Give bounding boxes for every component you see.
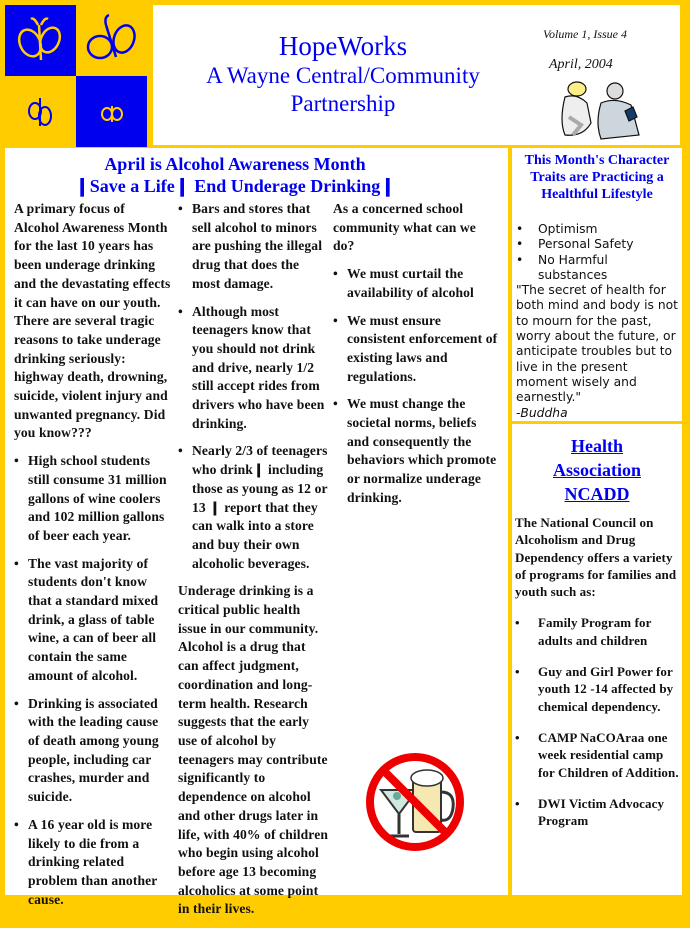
program-item: • Family Program for adults and children: [515, 614, 679, 649]
butterfly-icon: [76, 5, 147, 76]
fact-item: • High school students still consume 31 million gallons of wine coolers and 102 million gallons of beer each year.: [14, 452, 172, 546]
fact-item: • Drinking is associated with the leading cause of death among young people, including car crashes, murder and suicide.: [14, 695, 172, 807]
newsletter-title: HopeWorks: [278, 31, 408, 61]
ncadd-title-line: Association: [552, 460, 641, 480]
ncadd-intro: The National Council on Alcoholism and Drug Dependency offers a variety of programs for families and youth such as:: [515, 515, 677, 600]
quote-author: -Buddha: [516, 405, 568, 420]
fact-item: • A 16 year old is more likely to die from a drinking related problem than another cause.: [14, 816, 172, 910]
two-people-clipart: [555, 77, 645, 148]
article-question: As a concerned school community what can we do?: [333, 201, 476, 254]
trait-item: • Optimism: [516, 222, 598, 236]
no-alcohol-sign-icon: [363, 750, 467, 859]
action-item: • We must change the societal norms, beliefs and consequently the behaviors which promote or normalize underage drinking.: [333, 395, 498, 507]
trait-item: • No Harmful substances: [516, 253, 680, 284]
fact-item: • Nearly 2/3 of teenagers who drink❙ including those as young as 12 or 13 ❙ report that they can walk into a store and buy their own alcoholic beverages.: [178, 442, 328, 573]
trait-label: Optimism: [538, 222, 598, 236]
traits-list: [516, 222, 680, 421]
logo-butterflies: [5, 5, 151, 147]
ncadd-title-line: NCADD: [564, 484, 630, 504]
character-traits-box: [512, 148, 682, 421]
ncadd-title: [512, 434, 682, 506]
butterfly-icon: [5, 5, 76, 76]
ncadd-content: [515, 514, 679, 843]
traits-title: This Month's Character Traits are Practicing a Healthful Lifestyle: [524, 153, 670, 202]
fact-item: • The vast majority of students don't know that a standard mixed drink, a glass of table wine, a can of beer all contain the same amount of alcohol.: [14, 555, 172, 686]
volume-issue: Volume 1, Issue 4: [543, 27, 627, 41]
article-subtitle: ❙Save a Life❙ End Underage Drinking❙: [74, 176, 396, 196]
action-item: • We must curtail the availability of alcohol: [333, 265, 498, 302]
butterfly-icon: [5, 76, 76, 147]
ncadd-box: [512, 424, 682, 895]
ncadd-title-line: Health: [571, 436, 623, 456]
main-article: [5, 148, 508, 917]
program-item: • Guy and Girl Power for youth 12 -14 affected by chemical dependency.: [515, 663, 679, 715]
program-item: • CAMP NaCOAraa one week residential camp for Children of Addition.: [515, 729, 679, 781]
trait-item: • Personal Safety: [516, 237, 634, 252]
article-title: April is Alcohol Awareness Month: [104, 154, 366, 174]
article-column-2: [178, 200, 328, 928]
program-item: • DWI Victim Advocacy Program: [515, 795, 679, 830]
trait-label: Personal Safety: [538, 237, 634, 252]
newsletter-subtitle: A Wayne Central/Community: [206, 63, 480, 88]
fact-item: • Bars and stores that sell alcohol to minors are pushing the illegal drug that does the most damage.: [178, 200, 328, 294]
quote: "The secret of health for both mind and body is not to mourn for the past, worry about the future, or anticipate troubles but to live in the present moment wisely and earnestly.": [516, 283, 678, 405]
fact-item: • Although most teenagers know that you should not drink and drive, nearly 1/2 still accept rides from drivers who have been drinking.: [178, 303, 328, 434]
newsletter-subtitle-2: Partnership: [290, 91, 396, 116]
masthead: [153, 5, 680, 145]
issue-date: April, 2004: [549, 57, 613, 72]
article-column-1: [14, 200, 172, 918]
trait-label: No Harmful substances: [538, 252, 608, 282]
butterfly-icon: [76, 76, 147, 147]
action-item: • We must ensure consistent enforcement of existing laws and regulations.: [333, 312, 498, 387]
article-column-3: [333, 200, 498, 517]
article-intro: A primary focus of Alcohol Awareness Month for the last 10 years has been underage drinking and the devastating effects it can have on our youth. There are several tragic reasons to take underage drinking seriously: highway death, drowning, suicide, violent injury and unwanted pregnancy. Did you know???: [14, 201, 171, 441]
article-paragraph: Underage drinking is a critical public health issue in our community. Alcohol is a drug that can affect judgment, coordination and long-term health. Research suggests that the early use of alcohol by teenagers may contribute significantly to dependence on alcohol and other drugs later in life, with 40% of children who begin using alcohol before age 13 becoming alcoholics at some point in their lives.: [178, 583, 328, 917]
